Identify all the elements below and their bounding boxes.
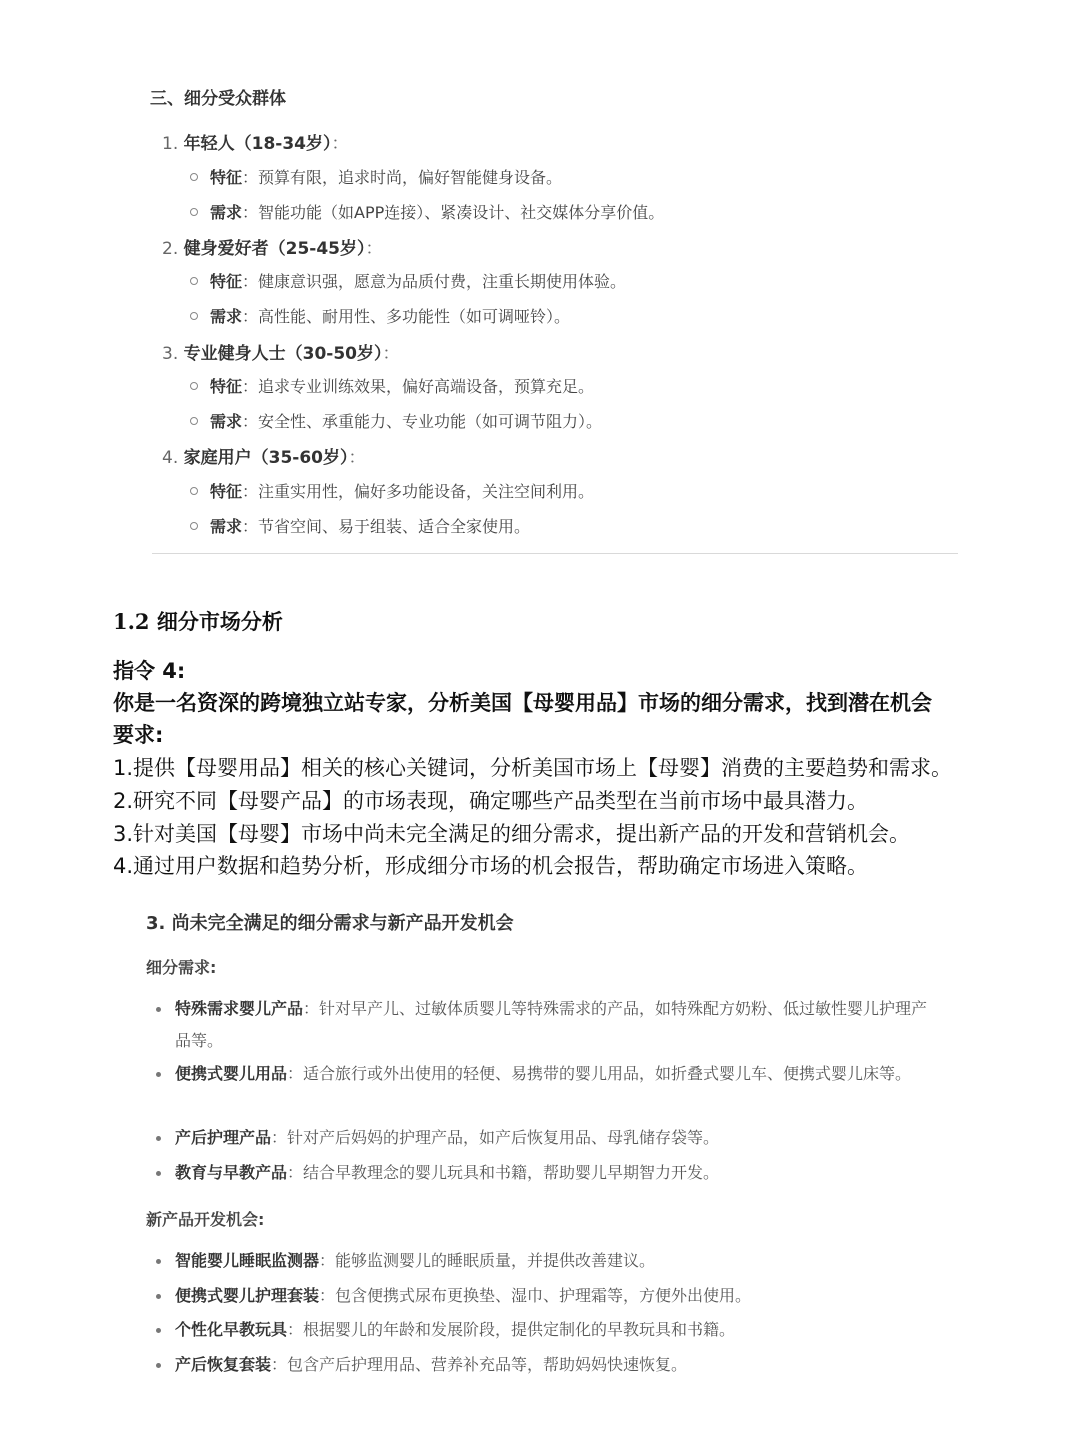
group-3-feature	[190, 374, 594, 397]
group-4-feature	[190, 479, 594, 502]
group-2-need	[190, 304, 570, 327]
feature-label: 特征	[210, 272, 243, 291]
circle-bullet-icon	[190, 277, 198, 285]
new-product-desc: ：包含便携式尿布更换垫、湿巾、护理霜等，方便外出使用。	[319, 1286, 752, 1305]
bullet-dot-icon	[156, 1328, 161, 1333]
needs-label: 细分需求:	[146, 958, 217, 977]
feature-label: 特征	[210, 377, 243, 396]
circle-bullet-icon	[190, 312, 198, 320]
circle-bullet-icon	[190, 173, 198, 181]
instruction-label: 指令 4:	[113, 659, 186, 683]
bullet-dot-icon	[156, 1294, 161, 1299]
need-label: 需求	[210, 307, 243, 326]
audience-heading: 三、细分受众群体	[150, 89, 286, 109]
circle-bullet-icon	[190, 417, 198, 425]
need-text: ：高性能、耐用性、多功能性（如可调哑铃）。	[242, 307, 571, 326]
new-products-label: 新产品开发机会:	[146, 1210, 265, 1229]
group-1-feature	[190, 165, 562, 188]
need-text: ：安全性、承重能力、专业功能（如可调节阻力）。	[242, 412, 603, 431]
feature-label: 特征	[210, 168, 243, 187]
list-number: 4.	[162, 448, 179, 468]
opportunities-heading: 3. 尚未完全满足的细分需求与新产品开发机会	[146, 913, 514, 934]
feature-label: 特征	[210, 482, 243, 501]
feature-text: ：注重实用性，偏好多功能设备，关注空间利用。	[242, 482, 595, 501]
section-divider	[152, 553, 958, 554]
need-label: 需求	[210, 412, 243, 431]
feature-text: ：预算有限，追求时尚，偏好智能健身设备。	[242, 168, 563, 187]
new-product-title: 产后恢复套装	[175, 1355, 272, 1374]
circle-bullet-icon	[190, 208, 198, 216]
bullet-dot-icon	[156, 1072, 161, 1077]
list-number: 3.	[162, 344, 179, 364]
bullet-dot-icon	[156, 1171, 161, 1176]
audience-group-4	[162, 443, 366, 468]
need-item-desc: ：结合早教理念的婴儿玩具和书籍，帮助婴儿早期智力开发。	[287, 1163, 720, 1182]
need-item-desc: ：适合旅行或外出使用的轻便、易携带的婴儿用品，如折叠式婴儿车、便携式婴儿床等。	[287, 1064, 912, 1083]
need-label: 需求	[210, 203, 243, 222]
group-suffix: ：	[382, 344, 400, 364]
group-2-feature	[190, 269, 626, 292]
need-item-3	[175, 1122, 935, 1154]
group-4-need	[190, 514, 530, 537]
new-product-item-3	[175, 1314, 935, 1346]
bullet-dot-icon	[156, 1259, 161, 1264]
need-item-title: 特殊需求婴儿产品	[175, 999, 304, 1018]
bullet-dot-icon	[156, 1007, 161, 1012]
new-product-title: 便携式婴儿护理套装	[175, 1286, 320, 1305]
need-item-4	[175, 1157, 935, 1189]
new-product-desc: ：能够监测婴儿的睡眠质量，并提供改善建议。	[319, 1251, 656, 1270]
group-suffix: ：	[348, 448, 366, 468]
need-item-1	[175, 993, 935, 1057]
list-number: 1.	[162, 134, 179, 154]
bullet-dot-icon	[156, 1136, 161, 1141]
group-suffix: ：	[365, 239, 383, 259]
group-title: 年轻人（18-34岁）	[183, 134, 332, 154]
need-item-desc: ：针对早产儿、过敏体质婴儿等特殊需求的产品，如特殊配方奶粉、低过敏性婴儿护理产品等。	[175, 999, 928, 1050]
need-item-title: 教育与早教产品	[175, 1163, 288, 1182]
audience-group-2	[162, 234, 383, 259]
group-title: 健身爱好者（25-45岁）	[183, 239, 366, 259]
need-text: ：节省空间、易于组装、适合全家使用。	[242, 517, 531, 536]
requirement-item-2: 2.研究不同【母婴产品】的市场表现，确定哪些产品类型在当前市场中最具潜力。	[113, 789, 869, 813]
need-text: ：智能功能（如APP连接）、紧凑设计、社交媒体分享价值。	[242, 203, 665, 222]
feature-text: ：追求专业训练效果，偏好高端设备，预算充足。	[242, 377, 595, 396]
requirement-item-4: 4.通过用户数据和趋势分析，形成细分市场的机会报告，帮助确定市场进入策略。	[113, 854, 869, 878]
section-title: 1.2 细分市场分析	[113, 609, 283, 634]
group-3-need	[190, 409, 602, 432]
new-product-item-2	[175, 1280, 935, 1312]
need-item-desc: ：针对产后妈妈的护理产品，如产后恢复用品、母乳储存袋等。	[271, 1128, 720, 1147]
group-title: 家庭用户（35-60岁）	[183, 448, 349, 468]
new-product-title: 智能婴儿睡眠监测器	[175, 1251, 320, 1270]
circle-bullet-icon	[190, 382, 198, 390]
circle-bullet-icon	[190, 487, 198, 495]
new-product-item-4	[175, 1349, 935, 1381]
audience-group-1	[162, 129, 349, 154]
group-suffix: ：	[331, 134, 349, 154]
need-item-title: 产后护理产品	[175, 1128, 272, 1147]
requirement-item-3: 3.针对美国【母婴】市场中尚未完全满足的细分需求，提出新产品的开发和营销机会。	[113, 822, 911, 846]
need-item-2	[175, 1058, 935, 1090]
requirements-label: 要求:	[113, 723, 164, 747]
new-product-desc: ：包含产后护理用品、营养补充品等，帮助妈妈快速恢复。	[271, 1355, 688, 1374]
need-label: 需求	[210, 517, 243, 536]
new-product-desc: ：根据婴儿的年龄和发展阶段，提供定制化的早教玩具和书籍。	[287, 1320, 736, 1339]
new-product-title: 个性化早教玩具	[175, 1320, 288, 1339]
new-product-item-1	[175, 1245, 935, 1277]
need-item-title: 便携式婴儿用品	[175, 1064, 288, 1083]
instruction-role: 你是一名资深的跨境独立站专家，分析美国【母婴用品】市场的细分需求，找到潜在机会	[113, 691, 932, 715]
group-title: 专业健身人士（30-50岁）	[183, 344, 383, 364]
bullet-dot-icon	[156, 1363, 161, 1368]
requirement-item-1: 1.提供【母婴用品】相关的核心关键词，分析美国市场上【母婴】消费的主要趋势和需求。	[113, 756, 953, 780]
list-number: 2.	[162, 239, 179, 259]
feature-text: ：健康意识强，愿意为品质付费，注重长期使用体验。	[242, 272, 627, 291]
audience-group-3	[162, 339, 400, 364]
group-1-need	[190, 200, 664, 223]
circle-bullet-icon	[190, 522, 198, 530]
